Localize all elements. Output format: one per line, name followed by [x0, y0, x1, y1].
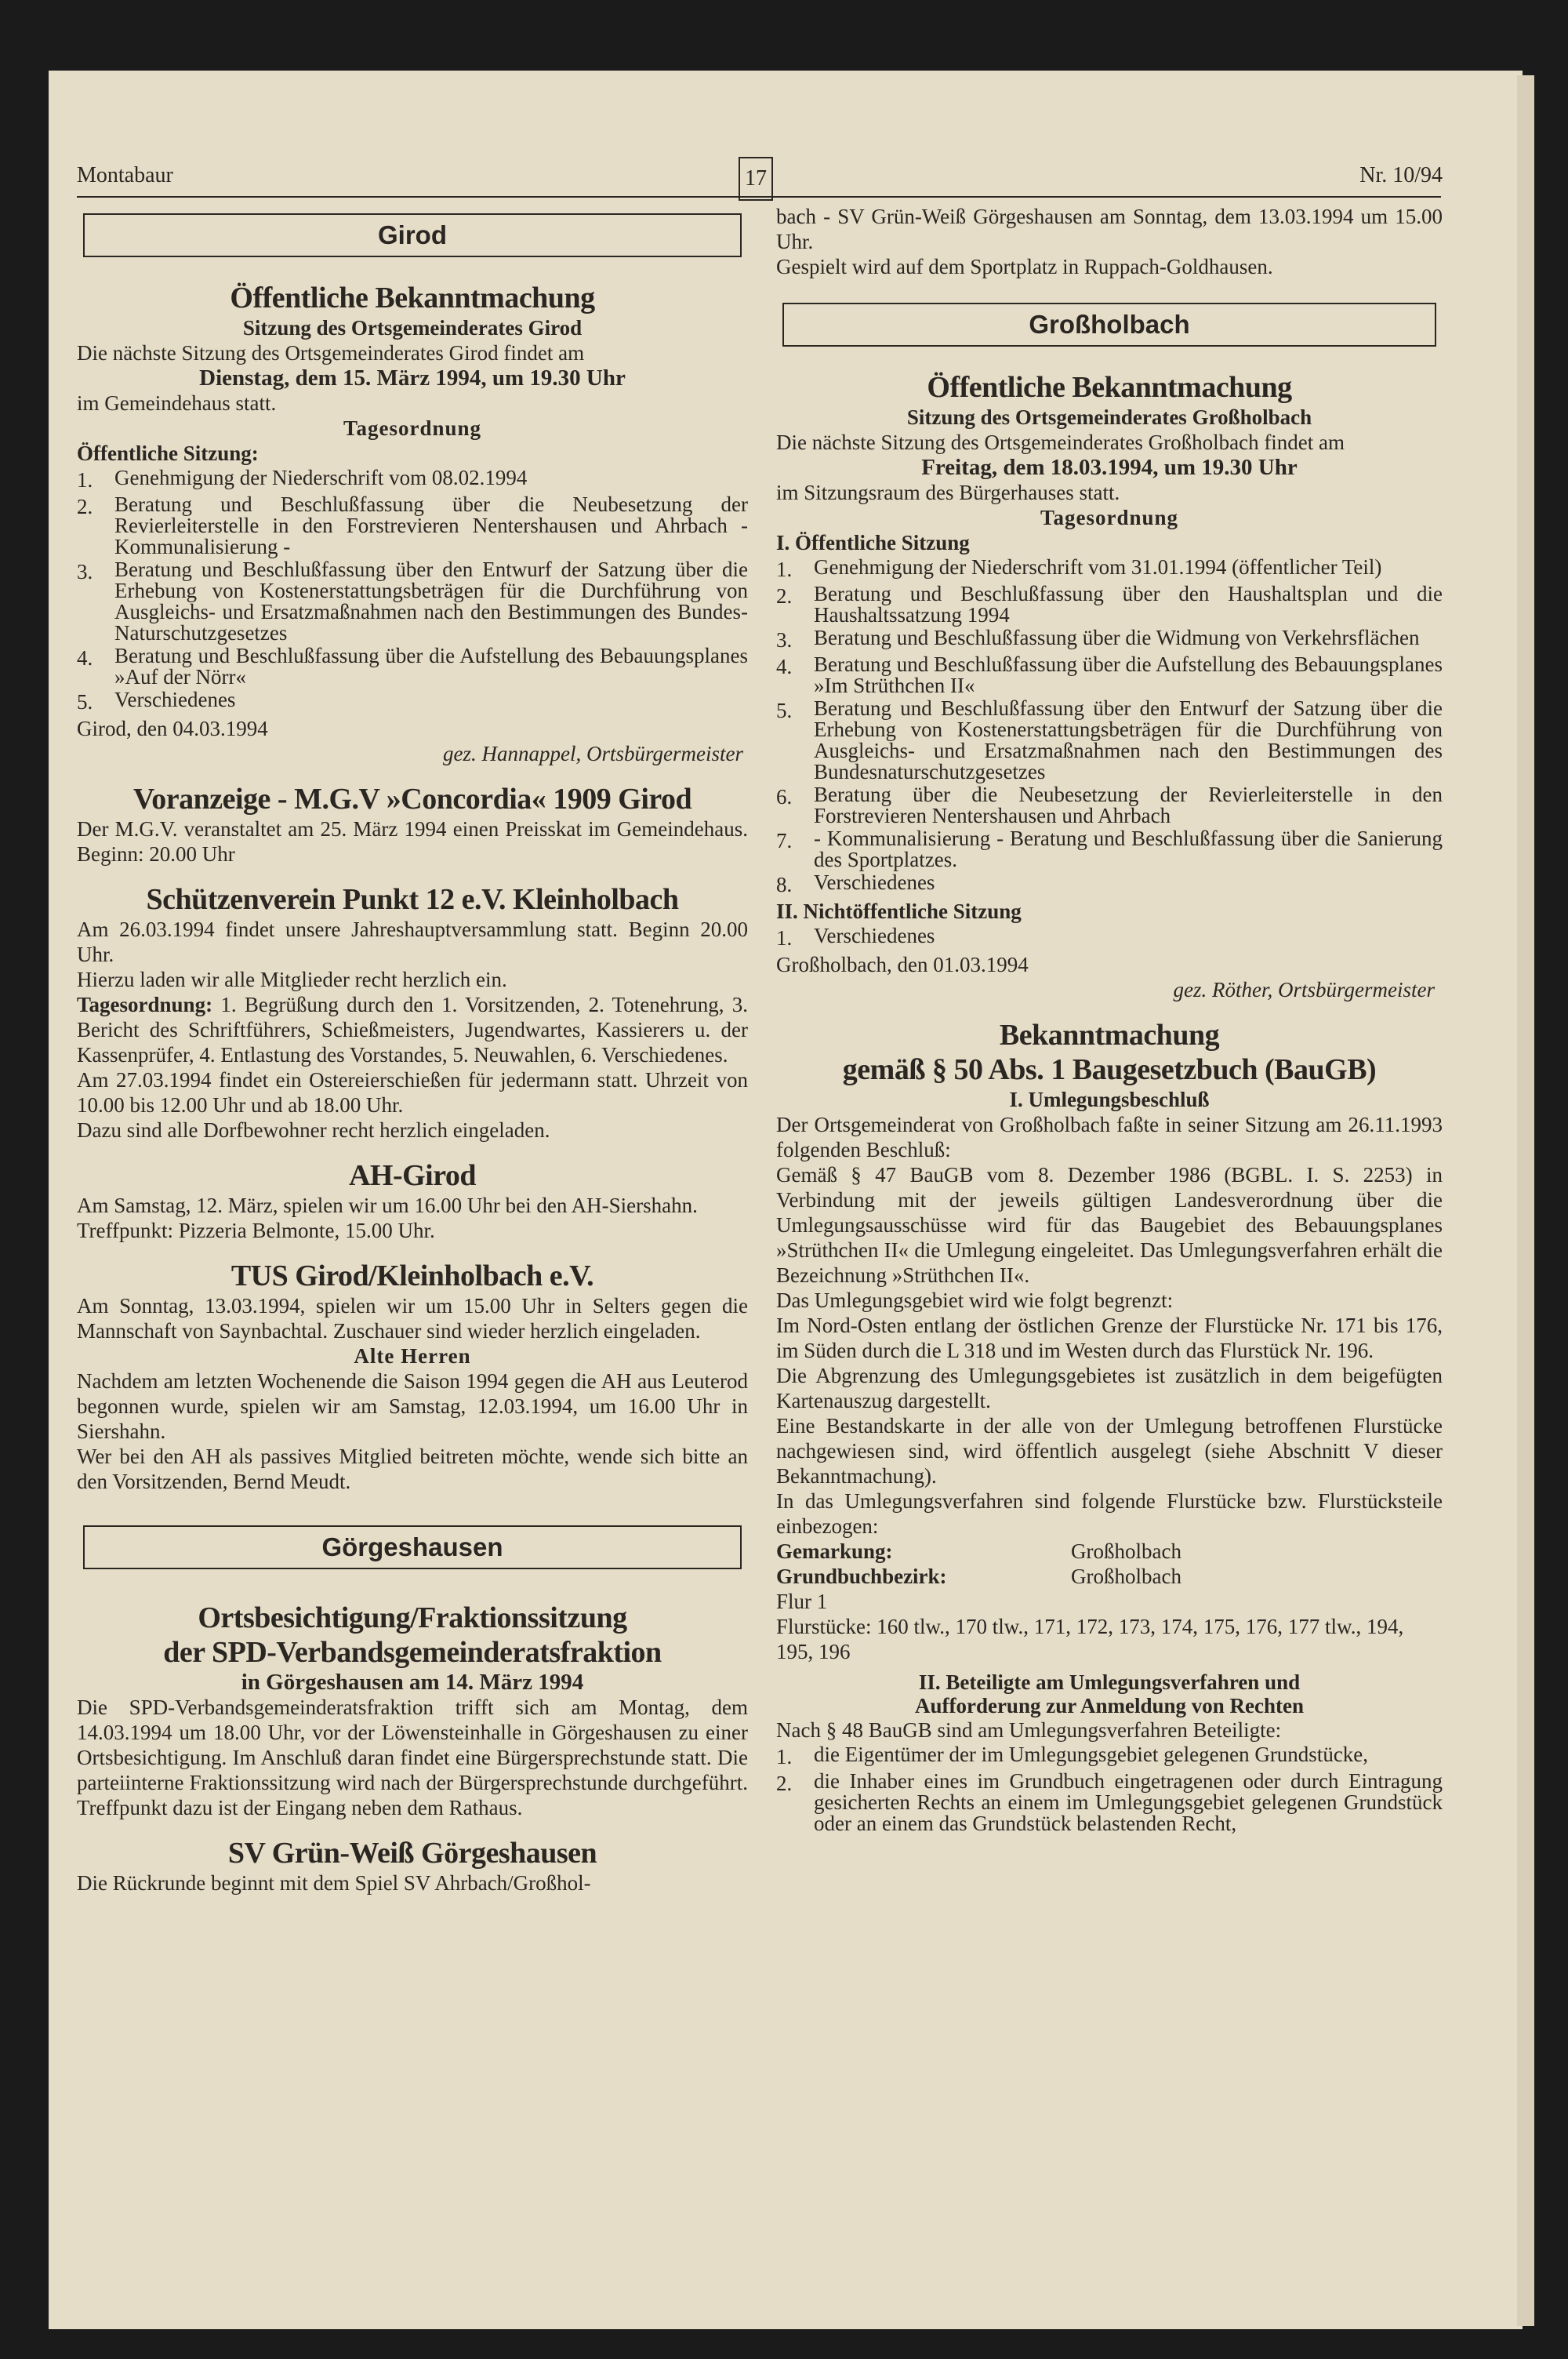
- article-title: Schützenverein Punkt 12 e.V. Kleinholbach: [146, 883, 679, 916]
- list-item: 1. Genehmigung der Niederschrift vom 08.02.1994: [77, 466, 528, 492]
- left-column: [77, 204, 748, 1896]
- parcel-field: Grundbuchbezirk: Großholbach: [776, 1565, 1181, 1588]
- agenda-heading: Tagesordnung: [1040, 506, 1179, 529]
- section-box-goergeshausen: Görgeshausen: [83, 1525, 742, 1569]
- article-text: Am 27.03.1994 findet ein Ostereierschießen für jedermann statt. Uhrzeit von 10.00 bis 12.00 Uhr und ab 18.00 Uhr.: [77, 1068, 748, 1117]
- signature: gez. Röther, Ortsbürgermeister: [1173, 978, 1435, 1001]
- article-text: Gespielt wird auf dem Sportplatz in Ruppach-Goldhausen.: [776, 255, 1273, 278]
- article-text: Die Rückrunde beginnt mit dem Spiel SV Ahrbach/Großhol-: [77, 1871, 591, 1895]
- article-title: TUS Girod/Kleinholbach e.V.: [230, 1259, 594, 1292]
- header-rule: [77, 196, 1441, 198]
- article-text: Am Samstag, 12. März, spielen wir um 16.00 Uhr bei den AH-Siershahn.: [77, 1194, 698, 1217]
- article-title: Voranzeige - M.G.V »Concordia« 1909 Girod: [132, 783, 692, 816]
- article-title: SV Grün-Weiß Görgeshausen: [227, 1837, 597, 1870]
- article-text: Nach § 48 BauGB sind am Umlegungsverfahren Beteiligte:: [776, 1718, 1282, 1742]
- article-text: Flurstücke: 160 tlw., 170 tlw., 171, 172, 173, 174, 175, 176, 177 tlw., 194, 195, 196: [776, 1615, 1404, 1663]
- list-item: 2. die Inhaber eines im Grundbuch eingetragenen oder durch Eintragung gesicherten Rechts an einem im Umlegungsgebiet gelegenen Grundstück oder an einem das Grundstück belastenden Recht,: [776, 1769, 1443, 1835]
- article-text: Treffpunkt: Pizzeria Belmonte, 15.00 Uhr.: [77, 1219, 435, 1242]
- signature: gez. Hannappel, Ortsbürgermeister: [443, 742, 743, 765]
- article-title: gemäß § 50 Abs. 1 Baugesetzbuch (BauGB): [842, 1053, 1377, 1086]
- place-date: Girod, den 04.03.1994: [77, 717, 268, 740]
- article-text: Hierzu laden wir alle Mitglieder recht herzlich ein.: [77, 968, 507, 991]
- list-item: 4. Beratung und Beschlußfassung über die Aufstellung des Bebauungsplanes »Auf der Nörr«: [77, 644, 748, 689]
- article-subtitle: in Görgeshausen am 14. März 1994: [241, 1670, 584, 1695]
- meeting-date: Freitag, dem 18.03.1994, um 19.30 Uhr: [921, 455, 1298, 480]
- article-text: Die Abgrenzung des Umlegungsgebietes ist zusätzlich in dem beigefügten Kartenauszug dargestellt.: [776, 1364, 1443, 1412]
- section-box-girod: Girod: [83, 213, 742, 257]
- agenda-section: II. Nichtöffentliche Sitzung: [776, 900, 1022, 923]
- list-item: 2. Beratung und Beschlußfassung über den Haushaltsplan und die Haushaltssatzung 1994: [776, 582, 1443, 627]
- article-text: im Sitzungsraum des Bürgerhauses statt.: [776, 481, 1120, 504]
- article-text: Die nächste Sitzung des Ortsgemeinderates Großholbach findet am: [776, 431, 1345, 454]
- parcel-field: Gemarkung: Großholbach: [776, 1539, 1181, 1563]
- list-item: 1. Genehmigung der Niederschrift vom 31.01.1994 (öffentlicher Teil): [776, 555, 1382, 581]
- article-text: Am Sonntag, 13.03.1994, spielen wir um 15.00 Uhr in Selters gegen die Mannschaft von Saynbachtal. Zuschauer sind wieder herzlich eingeladen.: [77, 1294, 748, 1343]
- place-date: Großholbach, den 01.03.1994: [776, 953, 1029, 976]
- list-item: 1. Verschiedenes: [776, 924, 935, 950]
- article-subtitle: Sitzung des Ortsgemeinderates Großholbach: [906, 405, 1312, 429]
- article-text: Tagesordnung: 1. Begrüßung durch den 1. Vorsitzenden, 2. Totenehrung, 3. Bericht des Schriftführers, Schießmeisters, Jugendwartes, Kassierers u. der Kassenprüfer, 4. Entlastung des Vorstandes, 5. Neuwahlen, 6. Verschiedenes.: [77, 993, 749, 1067]
- article-subtitle: Sitzung des Ortsgemeinderates Girod: [242, 316, 583, 340]
- page-edge: [1517, 75, 1534, 2326]
- meeting-date: Dienstag, dem 15. März 1994, um 19.30 Uhr: [199, 365, 626, 391]
- article-subheading: Alte Herren: [354, 1344, 471, 1368]
- article-text: In das Umlegungsverfahren sind folgende Flurstücke bzw. Flurstücksteile einbezogen:: [776, 1489, 1443, 1538]
- list-item: 3. Beratung und Beschlußfassung über den Entwurf der Satzung über die Erhebung von Kostenerstattungsbeträgen für die Durchführung von Ausgleichs- und Ersatzmaßnahmen nach den Bestimmungen des Bundes-Naturschutzgesetzes: [77, 558, 748, 645]
- article-title: Ortsbesichtigung/Fraktionssitzung: [198, 1601, 627, 1634]
- article-text: im Gemeindehaus statt.: [77, 391, 277, 415]
- section-box-grossholbach: Großholbach: [782, 303, 1436, 347]
- article-text: Der M.G.V. veranstaltet am 25. März 1994 einen Preisskat im Gemeindehaus. Beginn: 20.00 Uhr: [77, 817, 748, 866]
- article-text: Nachdem am letzten Wochenende die Saison 1994 gegen die AH aus Leuterod begonnen wurde, spielen wir am Samstag, 12.03.1994, um 16.00 Uhr in Siershahn.: [77, 1369, 748, 1443]
- article-title: Öffentliche Bekanntmachung: [230, 282, 595, 314]
- article-text: Wer bei den AH als passives Mitglied beitreten möchte, wende sich bitte an den Vorsitzenden, Bernd Meudt.: [77, 1445, 748, 1493]
- agenda-section: Öffentliche Sitzung:: [77, 442, 259, 465]
- list-item: 4. Beratung und Beschlußfassung über die Aufstellung des Bebauungsplanes »Im Strüthchen II«: [776, 652, 1443, 697]
- article-title: der SPD-Verbandsgemeinderatsfraktion: [163, 1636, 662, 1669]
- list-item: 7. - Kommunalisierung - Beratung und Beschlußfassung über die Sanierung des Sportplatzes.: [776, 827, 1443, 871]
- article-text: Dazu sind alle Dorfbewohner recht herzlich eingeladen.: [77, 1118, 550, 1142]
- article-text: Die SPD-Verbandsgemeinderatsfraktion trifft sich am Montag, dem 14.03.1994 um 18.00 Uhr, vor der Löwensteinhalle in Görgeshausen zu einer Ortsbesichtigung. Im Anschluß daran findet eine Bürgersprechstunde statt. Die parteiinterne Fraktionssitzung wird nach der Bürgersprechstunde durchgeführt. Treffpunkt dazu ist der Eingang neben dem Rathaus.: [77, 1696, 748, 1819]
- article-text: Gemäß § 47 BauGB vom 8. Dezember 1986 (BGBL. I. S. 2253) in Verbindung mit der jeweils gültigen Landesverordnung über die Umlegungsausschüsse wird für das Baugebiet des Bebauungsplanes »Strüthchen II« die Umlegung eingeleitet. Das Umlegungsverfahren erhält die Bezeichnung »Strüthchen II«.: [776, 1163, 1443, 1287]
- article-text: bach - SV Grün-Weiß Görgeshausen am Sonntag, dem 13.03.1994 um 15.00 Uhr.: [776, 205, 1443, 253]
- article-title: Öffentliche Bekanntmachung: [927, 371, 1292, 404]
- page-number: 17: [739, 157, 773, 201]
- article-text: Der Ortsgemeinderat von Großholbach faßte in seiner Sitzung am 26.11.1993 folgenden Beschluß:: [776, 1113, 1443, 1161]
- right-column: [776, 204, 1443, 1836]
- article-text: Am 26.03.1994 findet unsere Jahreshauptversammlung statt. Beginn 20.00 Uhr.: [77, 918, 748, 966]
- list-item: 2. Beratung und Beschlußfassung über die Neubesetzung der Revierleiterstelle in den Forstrevieren Nentershausen und Ahrbach - Kommunalisierung -: [77, 493, 748, 558]
- list-item: 8. Verschiedenes: [776, 871, 935, 896]
- article-subheading: I. Umlegungsbeschluß: [1009, 1088, 1210, 1111]
- article-text: Das Umlegungsgebiet wird wie folgt begrenzt:: [776, 1289, 1174, 1312]
- list-item: 5. Beratung und Beschlußfassung über den Entwurf der Satzung über die Erhebung von Kostenerstattungsbeträgen für die Durchführung von Ausgleichs- und Ersatzmaßnahmen nach den Bestimmungen des Bundesnaturschutzgesetzes: [776, 696, 1443, 783]
- article-text: Eine Bestandskarte in der alle von der Umlegung betroffenen Flurstücke nachgewiesen sind, wird öffentlich ausgelegt (siehe Abschnitt V dieser Bekanntmachung).: [776, 1414, 1443, 1488]
- article-subheading: II. Beteiligte am Umlegungsverfahren und: [918, 1670, 1301, 1694]
- list-item: 3. Beratung und Beschlußfassung über die Widmung von Verkehrsflächen: [776, 626, 1420, 652]
- article-title: Bekanntmachung: [999, 1019, 1220, 1052]
- list-item: 6. Beratung über die Neubesetzung der Revierleiterstelle in den Forstrevieren Nentershausen und Ahrbach: [776, 783, 1443, 827]
- article-title: AH-Girod: [348, 1159, 477, 1192]
- issue-number: Nr. 10/94: [1359, 163, 1443, 187]
- agenda-section: I. Öffentliche Sitzung: [776, 531, 970, 554]
- list-item: 5. Verschiedenes: [77, 688, 236, 714]
- header-town: Montabaur: [77, 163, 173, 187]
- article-text: Im Nord-Osten entlang der östlichen Grenze der Flurstücke Nr. 171 bis 176, im Süden durch die L 318 und im Westen durch das Flurstück Nr. 196.: [776, 1314, 1443, 1362]
- article-subheading: Aufforderung zur Anmeldung von Rechten: [914, 1694, 1305, 1717]
- agenda-heading: Tagesordnung: [343, 416, 482, 440]
- article-text: Die nächste Sitzung des Ortsgemeinderates Girod findet am: [77, 341, 585, 365]
- list-item: 1. die Eigentümer der im Umlegungsgebiet gelegenen Grundstücke,: [776, 1743, 1369, 1768]
- article-text: Flur 1: [776, 1590, 828, 1613]
